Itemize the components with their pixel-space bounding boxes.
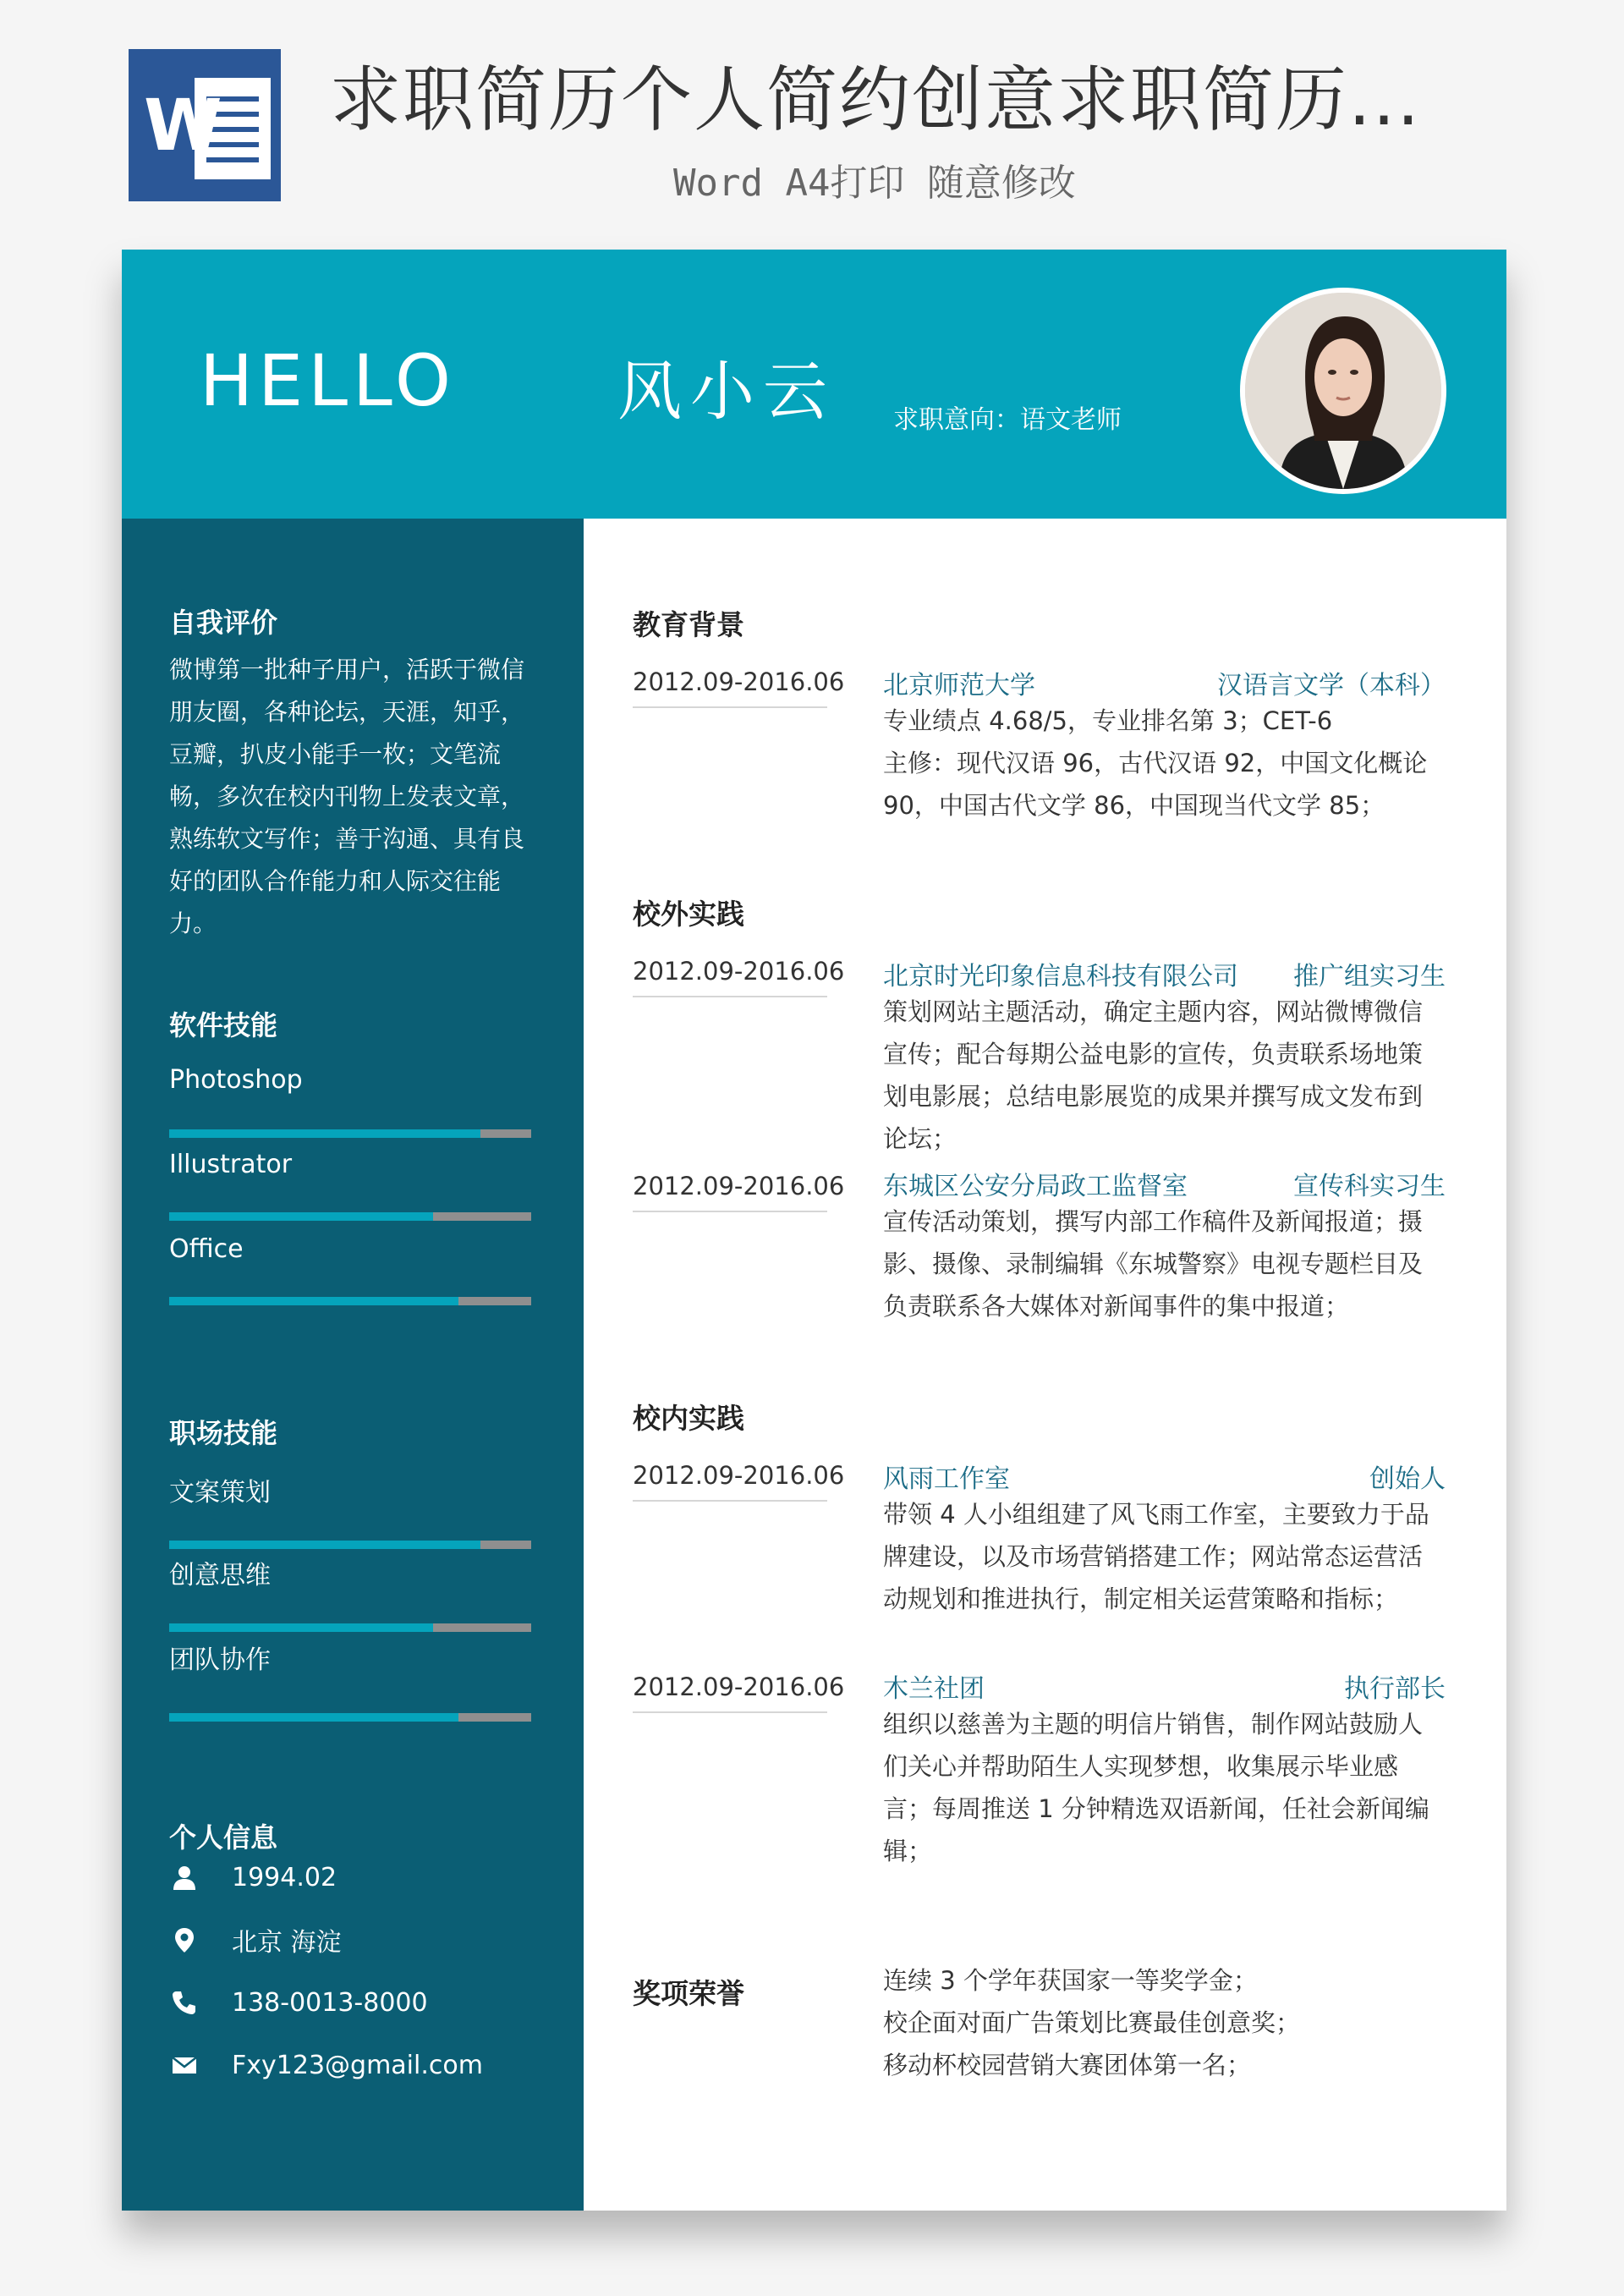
external-1-role: 推广组实习生 <box>1293 962 1446 991</box>
document-subtitle: Word A4打印 随意修改 <box>673 162 1076 205</box>
location: 北京 海淀 <box>232 1928 342 1958</box>
info-email <box>169 2048 483 2082</box>
external-practice-heading: 校外实践 <box>633 898 744 931</box>
location-pin-icon <box>169 1925 200 1955</box>
phone-number: 138-0013-8000 <box>232 1987 428 2018</box>
external-1-date: 2012.09-2016.06 <box>633 957 827 997</box>
award-item: 连续 3 个学年获国家一等奖学金； <box>883 1966 1258 1995</box>
skill-bar-creative <box>169 1623 531 1632</box>
skill-bar-illustrator <box>169 1212 531 1221</box>
info-phone <box>169 1986 428 2019</box>
skill-bar-office <box>169 1297 531 1305</box>
education-desc: 专业绩点 4.68/5，专业排名第 3；CET-6 主修：现代汉语 96，古代汉语 92，中国文化概论 90，中国古代文学 86，中国现当代文学 85； <box>883 706 1428 820</box>
skill-bar-copywriting <box>169 1541 531 1549</box>
campus-2-role: 执行部长 <box>1344 1674 1446 1704</box>
award-item: 校企面对面广告策划比赛最佳创意奖； <box>883 2008 1301 2037</box>
external-1-org: 北京时光印象信息科技有限公司 <box>883 962 1238 991</box>
job-intent: 求职意向：语文老师 <box>893 405 1122 435</box>
skill-bar-teamwork <box>169 1713 531 1722</box>
external-2-role: 宣传科实习生 <box>1293 1172 1446 1201</box>
campus-1-role: 创始人 <box>1369 1464 1446 1494</box>
education-major: 汉语言文学（本科） <box>1217 671 1446 700</box>
award-item: 移动杯校园营销大赛团体第一名； <box>883 2051 1252 2079</box>
campus-2-desc: 组织以慈善为主题的明信片销售，制作网站鼓励人们关心并帮助陌生人实现梦想，收集展示毕业感言；每周推送 1 分钟精选双语新闻，任社会新闻编辑； <box>883 1710 1429 1865</box>
word-logo-letter: W <box>144 84 222 167</box>
skill-label-illustrator: Illustrator <box>169 1150 293 1179</box>
software-skills-heading: 软件技能 <box>169 1009 278 1041</box>
campus-1-date: 2012.09-2016.06 <box>633 1461 827 1502</box>
workplace-skills-heading: 职场技能 <box>169 1417 278 1449</box>
sidebar <box>122 519 584 2211</box>
word-logo-icon <box>129 49 281 201</box>
person-icon <box>169 1862 200 1892</box>
info-location <box>169 1923 342 1957</box>
resume-sheet <box>122 250 1506 2211</box>
phone-icon <box>169 1987 200 2018</box>
campus-2-date: 2012.09-2016.06 <box>633 1673 827 1713</box>
candidate-name: 风小云 <box>617 354 836 429</box>
education-school: 北京师范大学 <box>883 671 1035 700</box>
personal-info-heading: 个人信息 <box>169 1821 278 1854</box>
info-birth <box>169 1860 337 1894</box>
campus-1-org: 风雨工作室 <box>883 1464 1010 1494</box>
campus-1-desc: 带领 4 人小组组建了风飞雨工作室，主要致力于品牌建设，以及市场营销搭建工作；网站常态运营活动规划和推进执行，制定相关运营策略和指标； <box>883 1500 1429 1613</box>
skill-label-copywriting: 文案策划 <box>169 1478 271 1508</box>
external-2-org: 东城区公安分局政工监督室 <box>883 1172 1188 1201</box>
education-heading: 教育背景 <box>633 608 744 641</box>
document-title: 求职简历个人简约创意求职简历... <box>330 58 1422 141</box>
external-1-desc: 策划网站主题活动，确定主题内容，网站微博微信宣传；配合每期公益电影的宣传，负责联系场地策划电影展；总结电影展览的成果并撰写成文发布到论坛； <box>883 997 1424 1153</box>
awards-heading: 奖项荣誉 <box>633 1977 744 2010</box>
skill-label-photoshop: Photoshop <box>169 1065 303 1095</box>
birth-date: 1994.02 <box>232 1862 337 1892</box>
mail-icon <box>169 2050 200 2080</box>
email-address: Fxy123@gmail.com <box>232 2050 483 2080</box>
external-2-date: 2012.09-2016.06 <box>633 1172 827 1212</box>
campus-practice-heading: 校内实践 <box>633 1402 744 1435</box>
skill-label-creative: 创意思维 <box>169 1561 271 1590</box>
external-2-desc: 宣传活动策划，撰写内部工作稿件及新闻报道；摄影、摄像、录制编辑《东城警察》电视专题栏目及负责联系各大媒体对新闻事件的集中报道； <box>883 1207 1424 1321</box>
header-banner <box>122 250 1506 519</box>
self-eval-text: 微博第一批种子用户，活跃于微信朋友圈，各种论坛，天涯，知乎，豆瓣，扒皮小能手一枚；文笔流畅，多次在校内刊物上发表文章，熟练软文写作；善于沟通、具有良好的团队合作能力和人际交往能力。 <box>169 656 525 937</box>
skill-label-office: Office <box>169 1234 244 1264</box>
avatar <box>1240 288 1446 494</box>
skill-label-teamwork: 团队协作 <box>169 1645 271 1675</box>
skill-bar-photoshop <box>169 1129 531 1138</box>
education-date: 2012.09-2016.06 <box>633 667 827 708</box>
campus-2-org: 木兰社团 <box>883 1674 985 1704</box>
greeting: HELLO <box>200 339 456 422</box>
self-eval-heading: 自我评价 <box>169 607 278 639</box>
